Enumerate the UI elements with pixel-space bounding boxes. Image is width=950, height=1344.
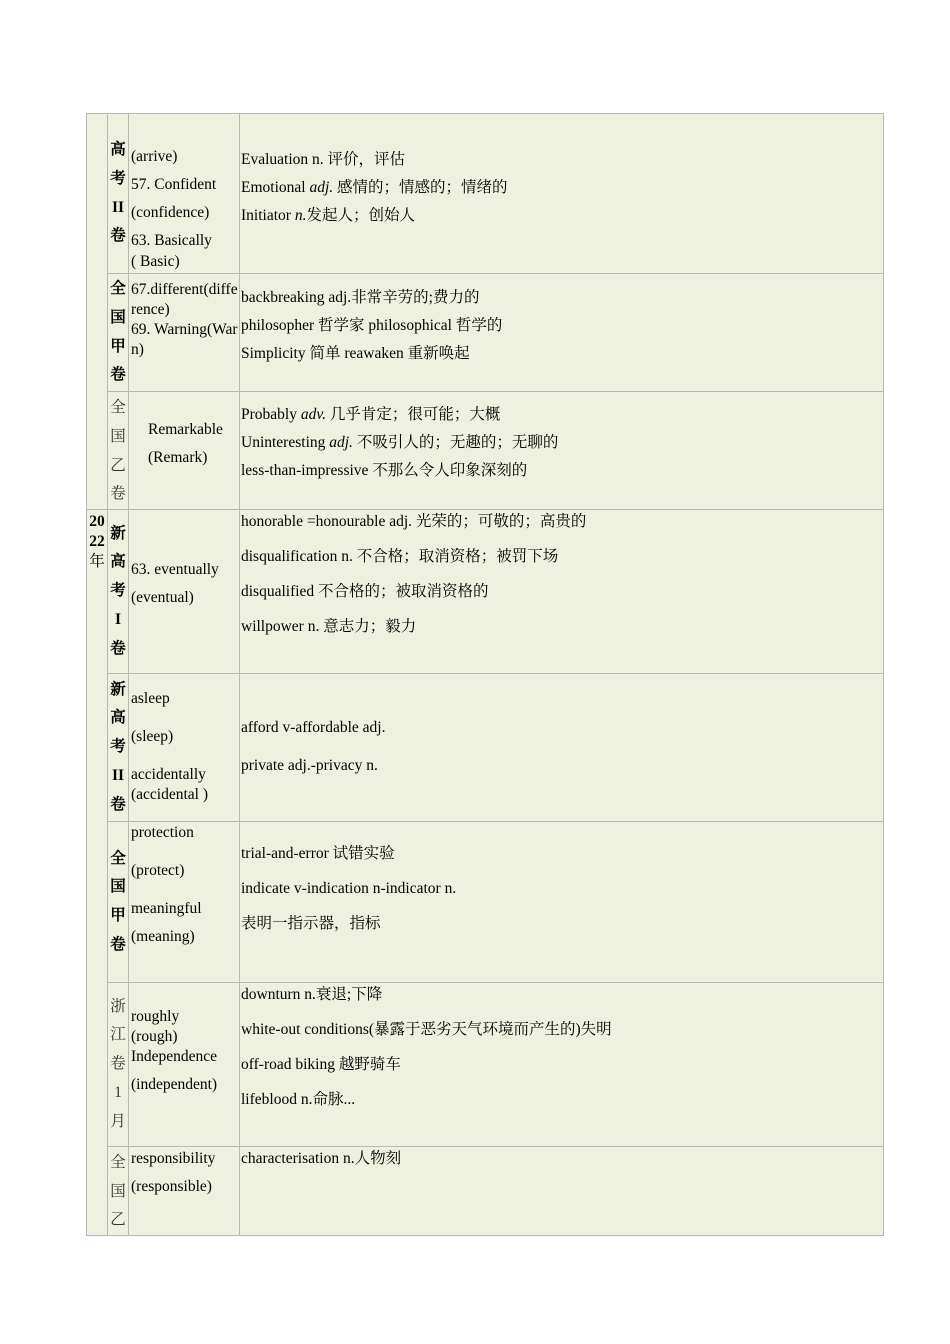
vocab-line: backbreaking adj.非常辛劳的;费力的 [241,289,480,306]
table-row [87,114,884,274]
exam-rest: 国乙卷 [110,427,126,503]
exam-cell: 全国乙 [108,1147,129,1236]
word-line: 67.different(difference) [131,281,238,319]
word-line: (independent) [131,1076,218,1094]
table-row [87,983,884,1147]
word-line: Independence [131,1048,218,1066]
vocab-term: Evaluation n. [241,151,324,168]
table-row [87,510,884,674]
vocab-line: disqualification n. 不合格；取消资格；被罚下场 [241,548,559,566]
vocab-term: Initiator [241,207,295,225]
word-cell [129,1147,240,1236]
vocab-cell [240,114,884,274]
vocab-term: Emotional [241,179,310,197]
word-line: (sleep) [131,728,174,746]
vocab-pos: n. [294,207,307,225]
word-line: (rough) [131,1028,178,1046]
vocab-pos: adv. [300,406,326,423]
word-line: (confidence) [131,204,210,222]
vocab-pos: adj. [329,434,353,452]
word-cell [129,822,240,983]
word-line: Remarkable [148,421,223,438]
word-line: 63. Basically [131,232,212,250]
exam-cell: 浙江卷1月 [108,983,129,1147]
word-line: ( Basic) [131,252,180,270]
word-line: (protect) [131,862,185,880]
vocab-cell [240,510,884,674]
year-part: 22 [89,533,105,551]
vocab-line [241,405,883,425]
vocab-line: Simplicity 简单 reawaken 重新唤起 [241,345,470,363]
vocab-gloss: 评价，评估 [323,151,406,168]
word-line: (meaning) [131,928,195,946]
word-line: (responsible) [131,1178,212,1196]
exam-cell: 高考II卷 [108,114,129,274]
word-cell [129,274,240,392]
exam-cell: 全国甲卷 [108,822,129,983]
word-line: (Remark) [148,449,208,467]
word-line: (eventual) [131,589,194,607]
vocab-line: disqualified 不合格的；被取消资格的 [241,583,489,601]
year-part: 20 [89,513,105,530]
vocab-line: off-road biking 越野骑车 [241,1056,401,1074]
word-line: protection [131,824,194,841]
vocab-line [241,433,883,453]
word-line: responsibility [131,1150,216,1167]
word-line: (arrive) [131,148,178,165]
vocab-line: willpower n. 意志力；毅力 [241,618,417,636]
vocabulary-table [86,113,884,1236]
word-cell [129,983,240,1147]
exam-cell [108,392,129,510]
vocab-term: less-than-impressive [241,462,369,480]
vocab-line: 表明一指示器，指标 [241,915,381,933]
vocab-cell [240,983,884,1147]
year-cell [87,510,108,1236]
vocab-line: downturn n.衰退;下降 [241,986,383,1003]
exam-cell: 全国甲卷 [108,274,129,392]
word-line: meaningful [131,900,202,918]
word-line: 57. Confident [131,176,217,194]
vocab-cell [240,822,884,983]
table-row [87,674,884,822]
vocab-gloss: 发起人；创始人 [306,207,415,225]
exam-cell: 新高考II卷 [108,674,129,822]
word-line: asleep [131,690,170,707]
vocab-line: lifeblood n.命脉... [241,1091,356,1109]
vocab-term: Probably [241,406,301,423]
vocab-cell [240,392,884,510]
vocab-cell [240,674,884,822]
word-cell [129,114,240,274]
vocab-pos: adj. [309,179,334,197]
vocab-line: indicate v-indication n-indicator n. [241,880,457,898]
exam-char: 全 [110,399,126,417]
word-line: roughly [131,1008,180,1025]
exam-cell: 新高考I卷 [108,510,129,674]
word-cell [129,674,240,822]
vocab-line [241,178,883,198]
vocab-line: characterisation n.人物刻 [241,1150,402,1167]
vocab-line: private adj.-privacy n. [241,757,378,775]
word-line: (accidental ) [131,786,209,804]
word-line: 63. eventually [131,561,219,578]
vocab-cell [240,274,884,392]
table-row [87,274,884,392]
word-line: accidentally [131,766,206,784]
year-cell-empty [87,114,108,510]
vocab-gloss: 感情的；情感的；情绪的 [333,179,508,197]
word-cell [129,392,240,510]
vocab-cell [240,1147,884,1236]
vocab-line: honorable =honourable adj. 光荣的；可敬的；高贵的 [241,513,587,530]
word-cell [129,510,240,674]
vocab-line [241,461,883,481]
vocab-line [241,206,883,226]
vocab-line: afford v-affordable adj. [241,719,386,736]
vocab-gloss: 几乎肯定；很可能；大概 [325,406,501,423]
vocab-gloss: 不吸引人的；无趣的；无聊的 [352,434,559,452]
table-row [87,392,884,510]
vocab-line: trial-and-error 试错实验 [241,845,395,862]
table-row [87,1147,884,1236]
year-suffix: 年 [89,553,105,571]
vocab-line: white-out conditions(暴露于恶劣天气环境而产生的)失明 [241,1021,612,1039]
word-line: 69. Warning(Warn) [131,321,238,359]
vocab-term: Uninteresting [241,434,330,452]
table-row [87,822,884,983]
vocab-line [241,150,883,170]
vocab-line: philosopher 哲学家 philosophical 哲学的 [241,317,503,335]
vocab-gloss: 不那么令人印象深刻的 [368,462,528,480]
